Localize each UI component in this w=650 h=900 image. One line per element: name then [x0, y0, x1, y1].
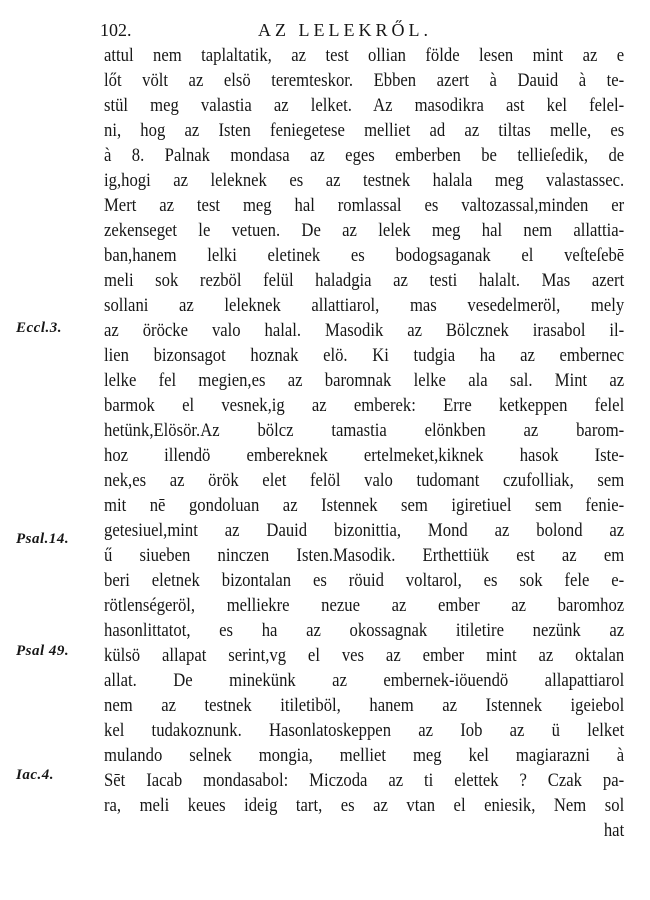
body-text — [104, 44, 624, 844]
text-line: ű siueben ninczen Isten.Masodik. Erthettiük est az em — [104, 546, 625, 566]
text-line: ig,hogi az leleknek es az testnek halala meg valastassec. — [104, 171, 625, 191]
text-line: kel tudakoznunk. Hasonlatoskeppen az Iob az ü lelket — [104, 721, 625, 741]
text-line: lien bizonsagot hoznak elö. Ki tudgia ha az embernec — [104, 346, 625, 366]
page-header — [0, 16, 650, 46]
text-line: mulando selnek mongia, melliet meg kel magiarazni à — [104, 746, 625, 766]
text-line: ban,hanem lelki eletinek es bodogsaganak el veſteſebē — [104, 246, 625, 266]
text-line: ra, meli keues ideig tart, es az vtan el eniesik, Nem sol — [104, 796, 625, 816]
text-line: mit nē gondoluan az Istennek sem igiretiuel sem fenie- — [104, 496, 625, 516]
text-line: lőt völt az elsö teremteskor. Ebben azert à Dauid à te- — [104, 71, 625, 91]
text-line: attul nem taplaltatik, az test ollian földe lesen mint az e — [104, 46, 625, 66]
text-line: getesiuel,mint az Dauid bizonittia, Mond az bolond az — [104, 521, 625, 541]
text-line: hetünk,Elösör.Az bölcz tamastia elönkben az barom- — [104, 421, 625, 441]
text-line: nem az testnek itiletiböl, hanem az Istennek igeiebol — [104, 696, 625, 716]
text-line: sollani az leleknek allattiarol, mas vesedelmeröl, mely — [104, 296, 625, 316]
text-line: meli sok rezböl felül haladgia az testi halalt. Mas azert — [104, 271, 625, 291]
margin-note-psal14: Psal.14. — [16, 531, 70, 547]
text-line: rötlenségeröl, melliekre nezue az ember az baromhoz — [104, 596, 625, 616]
margin-note-eccl: Eccl.3. — [16, 320, 62, 336]
page-number: 102. — [100, 20, 132, 40]
running-head: AZ LELEKRŐL. — [258, 20, 432, 40]
text-line: hasonlittatot, es ha az okossagnak itiletire nezünk az — [104, 621, 625, 641]
text-line: az öröcke valo halal. Masodik az Bölcznek irasabol il- — [104, 321, 625, 341]
text-line: zekenseget le vetuen. De az lelek meg hal nem allattia- — [104, 221, 625, 241]
text-line: ni, hog az Isten feniegetese melliet ad az tiltas melle, es — [104, 121, 625, 141]
text-line: hoz illendö embereknek ertelmeket,kiknek hasok Iste- — [104, 446, 625, 466]
margin-note-psal49: Psal 49. — [16, 643, 70, 659]
margin-note-iac: Iac.4. — [16, 767, 54, 783]
text-line: Sēt Iacab mondasabol: Miczoda az ti elettek ? Czak pa- — [104, 771, 625, 791]
text-line: à 8. Palnak mondasa az eges emberben be tellieſedik, de — [104, 146, 625, 166]
text-line: Mert az test meg hal romlassal es valtozassal,minden er — [104, 196, 625, 216]
catchword: hat — [603, 821, 625, 841]
text-line: beri eletnek bizontalan es röuid voltarol, es sok fele e- — [104, 571, 625, 591]
text-line: stül meg valastia az lelket. Az masodikra ast kel felel- — [104, 96, 625, 116]
text-line: nek,es az örök elet felöl valo tudomant czufolliak, sem — [104, 471, 625, 491]
text-line: külsö allapat serint,vg el ves az ember mint az oktalan — [104, 646, 625, 666]
text-line: barmok el vesnek,ig az emberek: Erre ketkeppen felel — [104, 396, 625, 416]
text-line: lelke fel megien,es az baromnak lelke ala sal. Mint az — [104, 371, 625, 391]
text-line: allat. De minekünk az embernek-iöuendö allapattiarol — [104, 671, 625, 691]
